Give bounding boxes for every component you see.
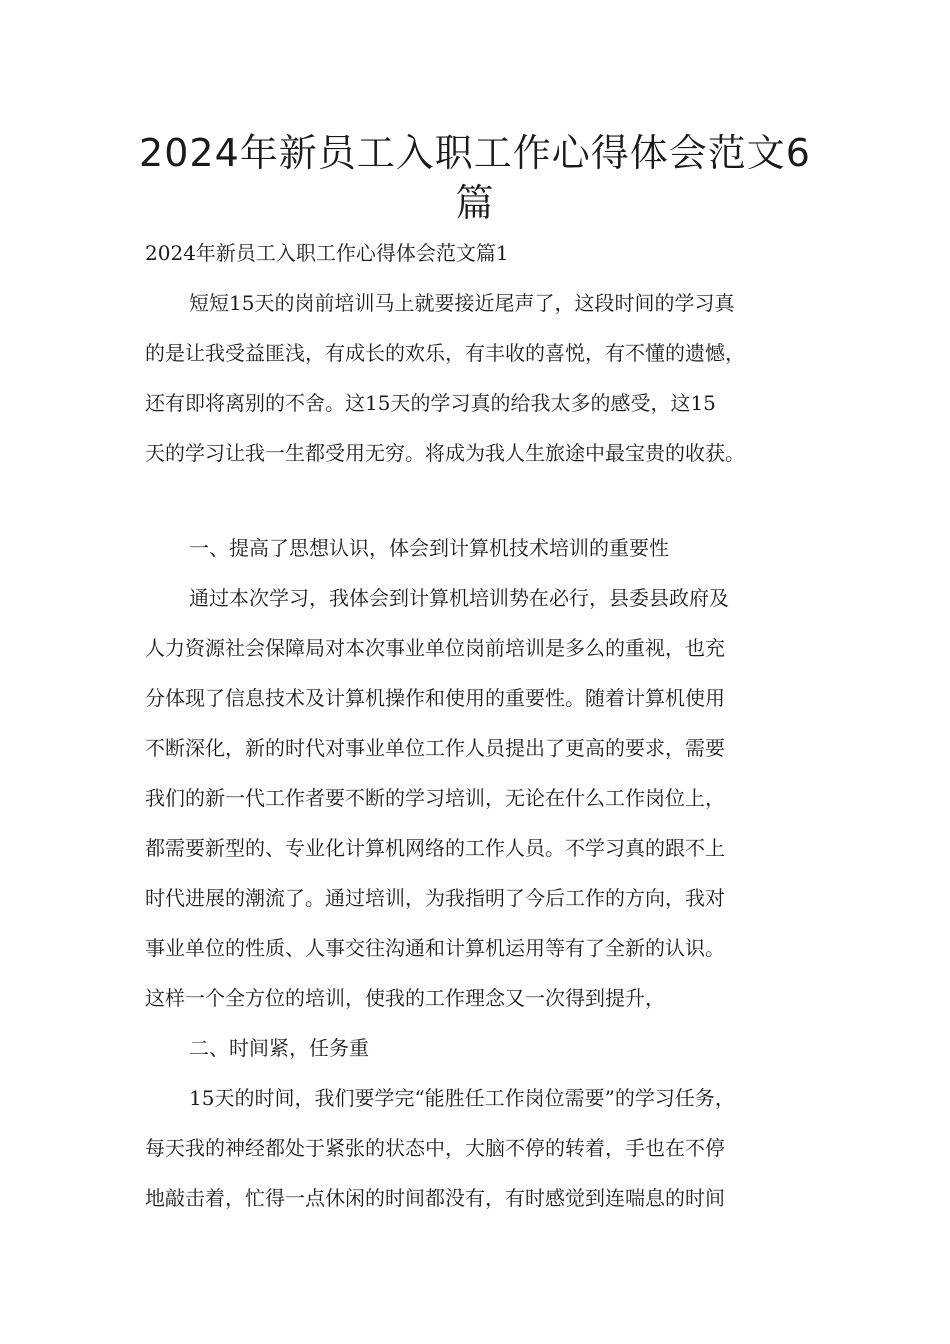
paragraph-line: 天的学习让我一生都受用无穷。将成为我人生旅途中最宝贵的收获。 (145, 441, 745, 465)
title-line-1: 2024年新员工入职工作心得体会范文6 (139, 131, 811, 175)
paragraph-1 (145, 284, 835, 484)
paragraph-line: 不断深化，新的时代对事业单位工作人员提出了更高的要求，需要 (145, 736, 725, 760)
section-heading-2: 二、时间紧，任务重 (189, 1036, 369, 1060)
paragraph-line: 我们的新一代工作者要不断的学习培训，无论在什么工作岗位上， (145, 786, 725, 810)
paragraph-line: 短短15天的岗前培训马上就要接近尾声了，这段时间的学习真 (189, 291, 735, 315)
paragraph-line: 通过本次学习，我体会到计算机培训势在必行，县委县政府及 (189, 586, 729, 610)
paragraph-line: 每天我的神经都处于紧张的状态中，大脑不停的转着，手也在不停 (145, 1136, 725, 1160)
section-subtitle: 2024年新员工入职工作心得体会范文篇1 (145, 241, 509, 265)
paragraph-3 (145, 1079, 835, 1229)
paragraph-line: 人力资源社会保障局对本次事业单位岗前培训是多么的重视，也充 (145, 636, 725, 660)
paragraph-line: 这样一个全方位的培训，使我的工作理念又一次得到提升， (145, 986, 665, 1010)
paragraph-line: 分体现了信息技术及计算机操作和使用的重要性。随着计算机使用 (145, 686, 725, 710)
paragraph-line: 事业单位的性质、人事交往沟通和计算机运用等有了全新的认识。 (145, 936, 725, 960)
paragraph-line: 时代进展的潮流了。通过培训，为我指明了今后工作的方向，我对 (145, 886, 725, 910)
paragraph-line: 15天的时间，我们要学完“能胜任工作岗位需要”的学习任务， (189, 1086, 735, 1110)
document-body (145, 234, 835, 1229)
title-line-2: 篇 (455, 181, 495, 225)
paragraph-line: 地敲击着，忙得一点休闲的时间都没有，有时感觉到连喘息的时间 (145, 1186, 725, 1210)
paragraph-line: 都需要新型的、专业化计算机网络的工作人员。不学习真的跟不上 (145, 836, 725, 860)
paragraph-line: 还有即将离别的不舍。这15天的学习真的给我太多的感受，这15 (145, 391, 716, 415)
paragraph-2 (145, 579, 835, 1029)
section-heading-1: 一、提高了思想认识，体会到计算机技术培训的重要性 (189, 536, 669, 560)
document-title (120, 128, 830, 228)
paragraph-line: 的是让我受益匪浅，有成长的欢乐，有丰收的喜悦，有不懂的遗憾， (145, 341, 745, 365)
paragraph-spacer (145, 484, 835, 529)
